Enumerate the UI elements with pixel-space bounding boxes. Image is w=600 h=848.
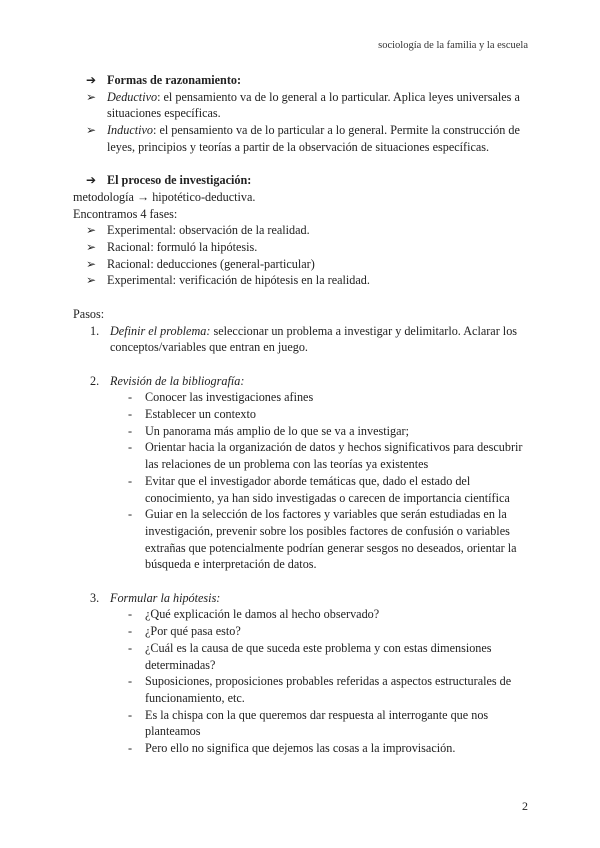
- list-item: - ¿Por qué pasa esto?: [128, 624, 241, 639]
- list-item: - Establecer un contexto: [128, 407, 256, 422]
- dash-bullet-icon: -: [128, 707, 133, 722]
- phase-text: Racional: deducciones (general-particular): [107, 256, 315, 271]
- term-inductive: Inductivo: [107, 123, 154, 138]
- section-heading-research-process: [86, 172, 528, 189]
- list-item: - Pero ello no significa que dejemos las cosas a la improvisación.: [128, 741, 456, 756]
- phase-item: [86, 239, 528, 256]
- phase-text: Experimental: verificación de hipótesis en la realidad.: [107, 273, 370, 288]
- list-item: - Es la chispa con la que queremos dar respuesta al interrogante que nos planteamos: [128, 707, 489, 739]
- page-header: sociología de la familia y la escuela: [378, 40, 528, 51]
- arrowhead-bullet-icon: ➢: [86, 123, 97, 138]
- arrowhead-bullet-icon: ➢: [86, 89, 97, 104]
- text-inductive: : el pensamiento va de lo particular a lo general. Permite la construcción de leyes, principios y teorías a partir de la observación de situaciones específicas.: [107, 123, 520, 154]
- dash-bullet-icon: -: [128, 640, 133, 655]
- step-define-problem: [90, 323, 528, 356]
- arrowhead-bullet-icon: ➢: [86, 256, 97, 271]
- arrow-icon: ➔: [86, 173, 97, 188]
- phases-intro: Encontramos 4 fases:: [73, 206, 178, 221]
- dash-bullet-icon: -: [128, 440, 133, 455]
- list-item: - Evitar que el investigador aborde temáticas que, dado el estado del conocimiento, ya han sido investigadas o carecen de importancia científica: [128, 473, 510, 505]
- list-item: - Suposiciones, proposiciones probables referidas a aspectos estructurales de funcionamiento, etc.: [128, 674, 512, 705]
- section-heading-reasoning: [86, 72, 528, 89]
- phase-text: Racional: formuló la hipótesis.: [107, 240, 258, 255]
- list-item: - Orientar hacia la organización de datos y hechos significativos para descubrir las relaciones de un problema con las teorías ya existentes: [128, 440, 523, 472]
- step-literature-review: [90, 373, 528, 390]
- text-deductive: : el pensamiento va de lo general a lo particular. Aplica leyes universales a situaciones específicas.: [107, 89, 520, 121]
- dash-bullet-icon: -: [128, 423, 133, 438]
- phase-item: [86, 222, 528, 239]
- dash-bullet-icon: -: [128, 674, 133, 689]
- arrow-icon: ➔: [86, 73, 97, 87]
- step-number: 3.: [90, 590, 100, 605]
- list-item: - Conocer las investigaciones afines: [128, 390, 314, 405]
- list-item: - Guiar en la selección de los factores y variables que serán estudiadas en la investigación, prevenir sobre los posibles factores de confusión o variables extrañas que potencialmente podrían generar sesgos no deseados, orientar la búsqueda e interpretación de datos.: [128, 507, 517, 572]
- phase-item: [86, 256, 528, 273]
- heading-text: Formas de razonamiento:: [107, 73, 242, 87]
- list-item: - Un panorama más amplio de lo que se va a investigar;: [128, 423, 409, 438]
- dash-bullet-icon: -: [128, 624, 133, 639]
- list-item: - ¿Cuál es la causa de que suceda este problema y con estas dimensiones determinadas?: [128, 640, 492, 672]
- dash-bullet-icon: -: [128, 390, 133, 405]
- arrowhead-bullet-icon: ➢: [86, 273, 97, 288]
- step-title: Revisión de la bibliografía:: [110, 373, 245, 388]
- dash-bullet-icon: -: [128, 407, 133, 422]
- reasoning-item-inductive: [86, 122, 528, 155]
- dash-bullet-icon: -: [128, 607, 133, 622]
- step-number: 2.: [90, 373, 100, 388]
- hypothesis-list: [128, 606, 528, 756]
- list-item: - ¿Qué explicación le damos al hecho observado?: [128, 607, 380, 622]
- step-text: seleccionar un problema a investigar y delimitarlo. Aclarar los conceptos/variables que entran en juego.: [110, 323, 518, 355]
- dash-bullet-icon: -: [128, 507, 133, 522]
- step-number: 1.: [90, 323, 100, 338]
- arrowhead-bullet-icon: ➢: [86, 223, 97, 238]
- step-title: Definir el problema:: [110, 323, 211, 338]
- steps-label: Pasos:: [73, 306, 105, 321]
- heading-text: El proceso de investigación:: [107, 173, 252, 188]
- arrowhead-bullet-icon: ➢: [86, 240, 97, 255]
- page-number: 2: [522, 799, 528, 813]
- method-line: metodología → hipotético-deductiva.: [73, 189, 256, 204]
- reasoning-item-deductive: [86, 89, 528, 122]
- literature-review-list: [128, 389, 528, 573]
- phase-item: [86, 272, 528, 289]
- dash-bullet-icon: -: [128, 741, 133, 756]
- phase-text: Experimental: observación de la realidad.: [107, 223, 310, 238]
- step-title: Formular la hipótesis:: [110, 590, 221, 605]
- page-content: [73, 72, 528, 757]
- step-formulate-hypothesis: [90, 590, 528, 607]
- dash-bullet-icon: -: [128, 473, 133, 488]
- term-deductive: Deductivo: [107, 89, 158, 104]
